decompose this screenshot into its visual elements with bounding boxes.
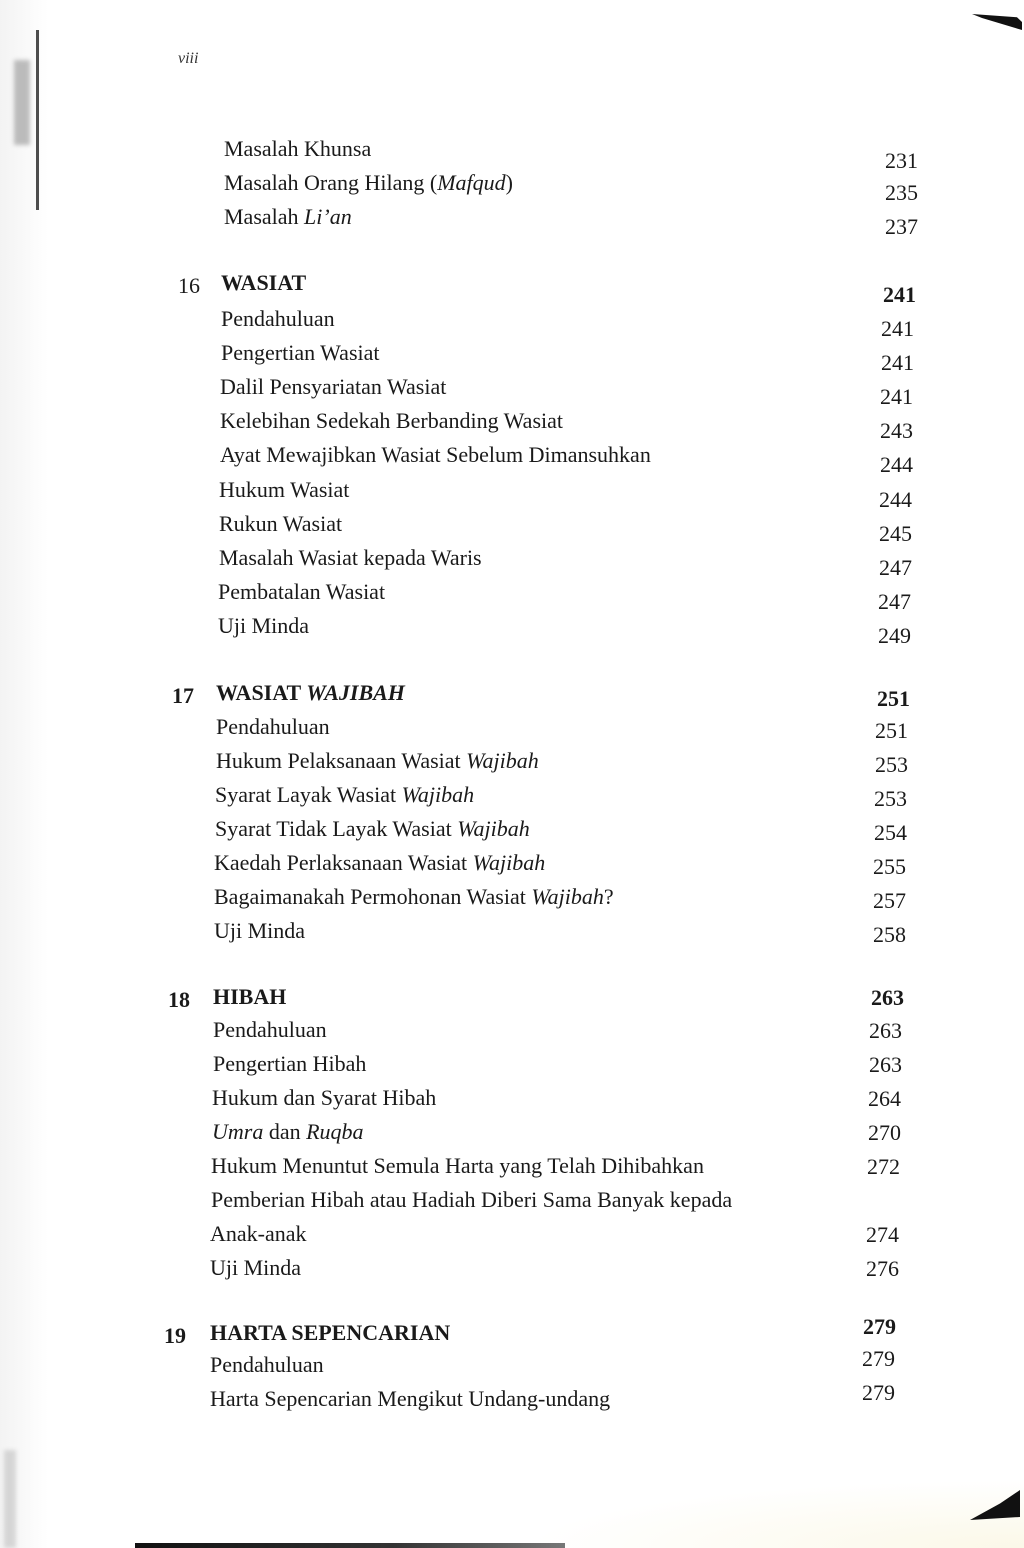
- chapter-title: HIBAH: [213, 984, 287, 1009]
- toc-entry-label: [210, 1320, 450, 1346]
- toc-entry-label: [224, 170, 513, 196]
- italic-term: Li’an: [304, 204, 352, 229]
- toc-page-number: 251: [875, 718, 908, 743]
- toc-entry[interactable]: [210, 1346, 895, 1382]
- toc-chapter-row[interactable]: [216, 680, 910, 711]
- toc-entry[interactable]: [215, 782, 907, 812]
- toc-chapter-row[interactable]: [213, 984, 904, 1014]
- toc-page-number: 279: [862, 1379, 895, 1405]
- toc-page-number: 264: [868, 1086, 901, 1111]
- toc-entry[interactable]: [211, 1187, 732, 1217]
- label-text: Masalah Khunsa: [224, 136, 372, 161]
- toc-page-number: 253: [875, 752, 908, 777]
- toc-entry[interactable]: [210, 1255, 899, 1285]
- label-text: Pendahuluan: [210, 1352, 324, 1377]
- toc-page-number: 241: [880, 384, 913, 410]
- toc-entry[interactable]: [211, 1153, 900, 1183]
- label-text: Syarat Tidak Layak Wasiat: [215, 816, 452, 841]
- chapter-number: 19: [164, 1323, 186, 1348]
- scan-smudge: [14, 60, 30, 145]
- italic-term: Wajibah: [466, 748, 539, 773]
- toc-entry-label: [212, 1119, 364, 1145]
- toc-page-number: 244: [879, 486, 912, 512]
- label-text: Ayat Mewajibkan Wasiat Sebelum Dimansuhkan: [220, 442, 651, 468]
- toc-page-number: 241: [883, 282, 916, 307]
- toc-entry-label: [224, 204, 352, 230]
- toc-entry[interactable]: [214, 850, 906, 880]
- toc-page-number: 279: [863, 1314, 896, 1339]
- toc-page-number: 276: [866, 1256, 899, 1281]
- toc-entry[interactable]: [220, 374, 913, 410]
- label-suffix: ?: [603, 884, 614, 909]
- toc-page-number: 272: [867, 1154, 900, 1179]
- toc-entry-label: [214, 918, 305, 944]
- label-text: dan: [263, 1119, 307, 1144]
- label-text: Harta Sepencarian Mengikut Undang-undang: [210, 1385, 611, 1411]
- toc-entry-label: [220, 374, 446, 400]
- toc-entry-label: [210, 1352, 324, 1378]
- toc-entry[interactable]: [219, 544, 912, 580]
- label-text: Pendahuluan: [216, 714, 330, 739]
- label-text: Hukum Menuntut Semula Harta yang Telah Dihibahkan: [211, 1153, 704, 1178]
- toc-page-number: 241: [881, 316, 914, 341]
- toc-entry[interactable]: [224, 170, 918, 205]
- label-text: Rukun Wasiat: [219, 510, 343, 536]
- toc-page-number: 270: [868, 1120, 901, 1145]
- label-text: Uji Minda: [214, 918, 306, 943]
- toc-entry-label: [224, 136, 371, 162]
- toc-entry-label: [210, 1386, 610, 1412]
- chapter-title: WASIAT: [216, 680, 301, 705]
- toc-entry[interactable]: [219, 476, 912, 512]
- scan-bottom-edge: [135, 1543, 565, 1548]
- italic-term: Ruqba: [306, 1119, 364, 1144]
- toc-page-number: 244: [880, 452, 913, 478]
- scan-speckle: [4, 1450, 16, 1548]
- toc-page-number: 241: [881, 350, 914, 376]
- label-text: Masalah Orang Hilang (: [224, 170, 438, 195]
- toc-entry-label: [215, 816, 530, 842]
- toc-entry[interactable]: [218, 578, 911, 614]
- toc-entry-label: [219, 511, 342, 537]
- toc-entry[interactable]: [220, 408, 913, 444]
- italic-term: Wajibah: [472, 850, 546, 875]
- toc-entry[interactable]: [213, 1017, 902, 1047]
- toc-entry[interactable]: [221, 306, 914, 341]
- italic-term: Wajibah: [457, 816, 530, 841]
- chapter-title: HARTA SEPENCARIAN: [210, 1320, 451, 1345]
- toc-entry[interactable]: [210, 1221, 899, 1251]
- toc-entry-label: [218, 579, 385, 605]
- toc-entry-label: [221, 270, 306, 296]
- label-text: Masalah: [224, 204, 305, 229]
- toc-entry-label: [216, 714, 330, 740]
- toc-entry-label: [214, 850, 545, 876]
- toc-entry-label: [213, 1017, 327, 1043]
- chapter-title-italic: WAJIBAH: [306, 680, 405, 705]
- label-text: Kaedah Perlaksanaan Wasiat: [214, 850, 468, 875]
- toc-entry-label: [219, 545, 482, 571]
- label-text: Pemberian Hibah atau Hadiah Diberi Sama Banyak kepada: [211, 1187, 733, 1212]
- toc-entry-label: [220, 408, 563, 434]
- toc-entry-label: [211, 1153, 704, 1179]
- label-text: Hukum Wasiat: [219, 476, 350, 502]
- toc-entry[interactable]: [216, 748, 908, 778]
- toc-entry[interactable]: [212, 1085, 901, 1115]
- toc-entry[interactable]: [214, 918, 906, 948]
- toc-page-number: 263: [871, 985, 904, 1010]
- label-text: Hukum Pelaksanaan Wasiat: [216, 748, 461, 773]
- page-corner-shadow-top: [972, 14, 1022, 30]
- toc-entry-label: [210, 1221, 307, 1247]
- italic-term: Wajibah: [401, 782, 475, 807]
- toc-page-number: 245: [879, 520, 912, 546]
- scan-binding-line: [36, 30, 39, 210]
- label-text: Hukum dan Syarat Hibah: [212, 1085, 437, 1110]
- chapter-number: 18: [168, 987, 190, 1012]
- toc-page-number: 263: [869, 1018, 902, 1043]
- toc-page-number: 255: [873, 854, 906, 879]
- toc-page-number: 274: [866, 1222, 899, 1247]
- label-text: Pembatalan Wasiat: [218, 578, 386, 604]
- toc-entry-label: [220, 442, 651, 468]
- toc-entry-label: [211, 1187, 732, 1213]
- label-text: Pengertian Hibah: [213, 1051, 367, 1076]
- toc-entry[interactable]: [210, 1379, 895, 1416]
- toc-page-number: 254: [874, 820, 907, 845]
- italic-term: Umra: [212, 1119, 264, 1144]
- toc-entry-label: [221, 306, 335, 332]
- toc-page-number: 279: [862, 1346, 895, 1371]
- label-text: Uji Minda: [210, 1255, 302, 1280]
- chapter-number: 16: [178, 273, 200, 298]
- toc-entry-label: [218, 613, 309, 639]
- toc-entry-label: [219, 477, 349, 503]
- toc-page-number: 237: [885, 214, 918, 239]
- toc-entry[interactable]: [219, 510, 912, 546]
- toc-entry-label: [210, 1255, 301, 1281]
- toc-entry-label: [216, 748, 539, 774]
- italic-term: Wajibah: [531, 884, 604, 909]
- toc-entry-label: [214, 884, 614, 910]
- toc-entry[interactable]: [215, 816, 907, 846]
- italic-term: Mafqud: [437, 170, 506, 195]
- label-text: Dalil Pensyariatan Wasiat: [220, 374, 447, 400]
- toc-page-number: 231: [885, 148, 918, 173]
- toc-page-number: 253: [874, 786, 907, 811]
- toc-page-number: 257: [873, 888, 906, 913]
- toc-chapter-row[interactable]: [210, 1314, 896, 1350]
- toc-page-number: 249: [878, 622, 911, 648]
- page-number: viii: [178, 50, 199, 67]
- toc-page-number: 243: [880, 418, 913, 444]
- toc-entry[interactable]: [220, 442, 913, 478]
- toc-page-number: 247: [878, 588, 911, 614]
- chapter-number: 17: [172, 683, 194, 708]
- toc-page-number: 258: [873, 922, 906, 947]
- toc-chapter-row[interactable]: [221, 270, 916, 307]
- toc-entry[interactable]: [213, 1051, 902, 1081]
- toc-entry[interactable]: [221, 340, 914, 376]
- toc-entry-label: [221, 340, 380, 366]
- label-text: Masalah Wasiat kepada Waris: [219, 544, 482, 570]
- page-corner-tint: [524, 1480, 1024, 1548]
- toc-entry-label: [215, 782, 474, 808]
- toc-entry-label: [213, 984, 286, 1010]
- label-text: Pendahuluan: [213, 1017, 327, 1042]
- label-text: Pengertian Wasiat: [221, 340, 380, 366]
- label-text: Uji Minda: [218, 612, 310, 638]
- label-text: ): [505, 170, 513, 195]
- toc-entry[interactable]: [224, 136, 918, 173]
- toc-entry[interactable]: [224, 204, 918, 239]
- toc-page-number: 251: [877, 686, 910, 711]
- label-text: Anak-anak: [210, 1221, 307, 1246]
- toc-entry[interactable]: [216, 714, 908, 744]
- chapter-title: WASIAT: [221, 270, 307, 295]
- label-text: Syarat Layak Wasiat: [215, 782, 397, 807]
- toc-entry-label: [212, 1085, 436, 1111]
- scan-edge-shadow: [0, 0, 48, 1548]
- toc-entry-label: [213, 1051, 366, 1077]
- toc-entry[interactable]: [212, 1119, 901, 1149]
- toc-entry-label: [216, 680, 405, 706]
- label-text: Kelebihan Sedekah Berbanding Wasiat: [220, 408, 563, 434]
- toc-entry[interactable]: [214, 884, 906, 914]
- label-text: Pendahuluan: [221, 306, 335, 331]
- label-text: Bagaimanakah Permohonan Wasiat: [214, 884, 526, 909]
- toc-page-number: 235: [885, 180, 918, 205]
- toc-page-number: 247: [879, 554, 912, 580]
- toc-entry[interactable]: [218, 612, 911, 648]
- toc-page-number: 263: [869, 1052, 902, 1077]
